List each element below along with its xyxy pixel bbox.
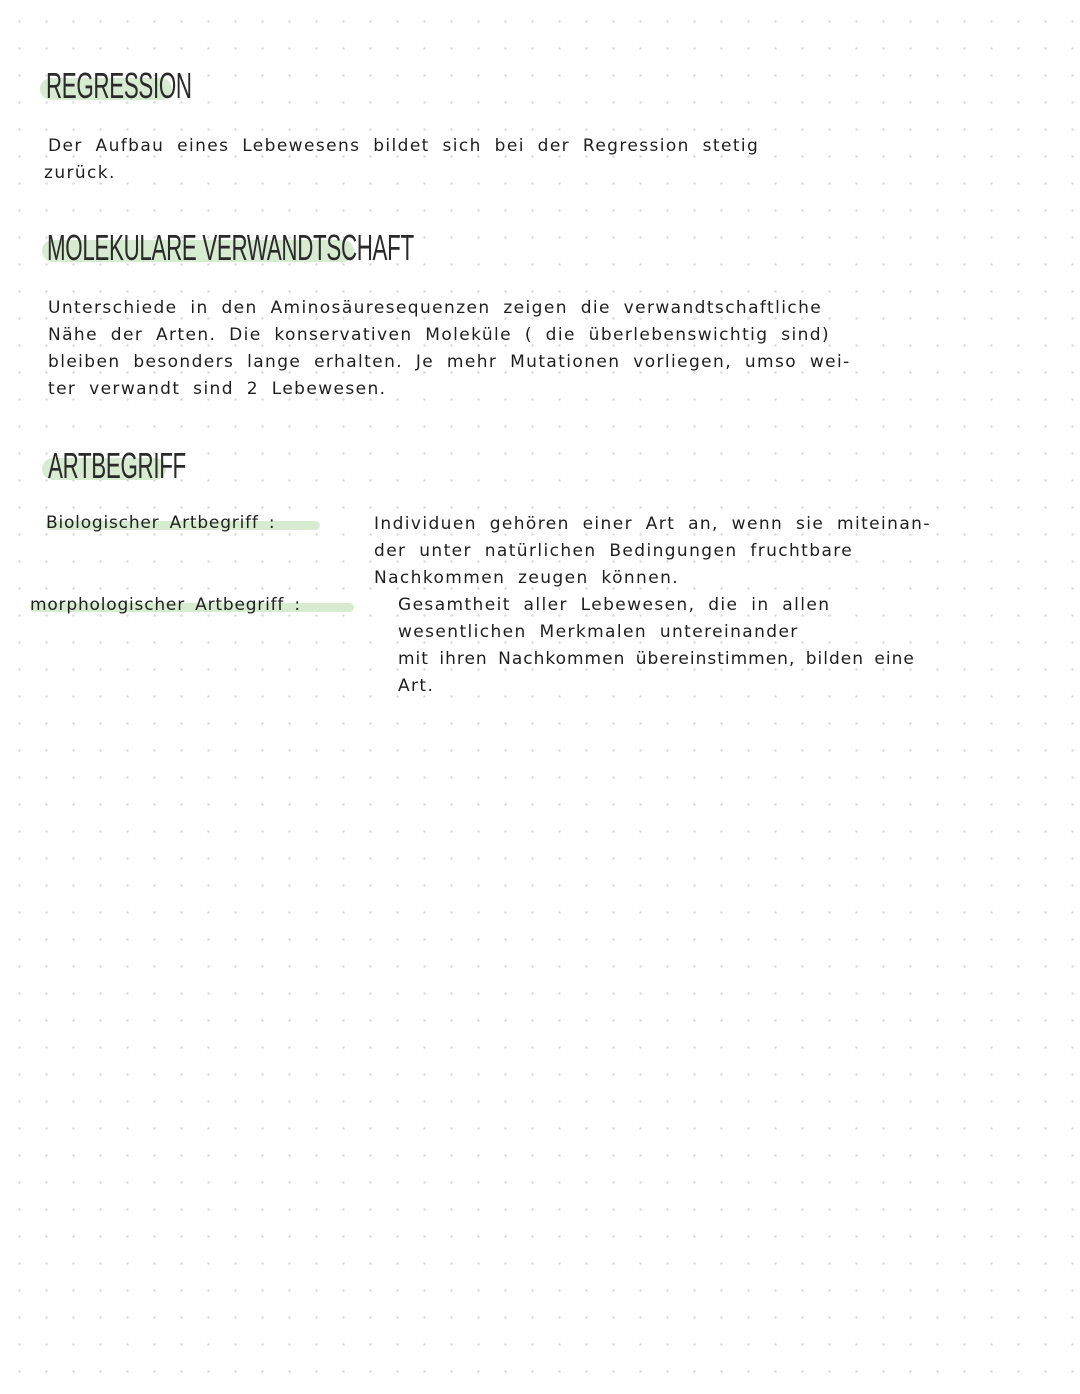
molekular-line-4: ter verwandt sind 2 Lebewesen. — [48, 379, 387, 399]
morphological-term: morphologischer Artbegriff : — [30, 595, 301, 615]
regression-line-2: zurück. — [44, 163, 116, 183]
molekular-line-3: bleiben besonders lange erhalten. Je mehr Mutationen vorliegen, umso wei- — [48, 352, 851, 372]
morphological-def-line-2: wesentlichen Merkmalen untereinander — [398, 622, 799, 642]
molekular-line-1: Unterschiede in den Aminosäuresequenzen zeigen die verwandtschaftliche — [48, 298, 823, 318]
heading-molekulare-verwandtschaft: MOLEKULARE VERWANDTSCHAFT — [47, 227, 414, 268]
morphological-def-line-1: Gesamtheit aller Lebewesen, die in allen — [398, 595, 831, 615]
heading-artbegriff: ARTBEGRIFF — [48, 445, 186, 486]
biological-def-line-1: Individuen gehören einer Art an, wenn sie miteinan- — [374, 514, 931, 534]
biological-term: Biologischer Artbegriff : — [46, 513, 276, 533]
regression-line-1: Der Aufbau eines Lebewesens bildet sich bei der Regression stetig — [48, 136, 760, 156]
biological-def-line-2: der unter natürlichen Bedingungen fruchtbare — [374, 541, 854, 561]
molekular-line-2: Nähe der Arten. Die konservativen Moleküle ( die überlebenswichtig sind) — [48, 325, 831, 345]
morphological-def-line-4: Art. — [398, 676, 435, 696]
biological-def-line-3: Nachkommen zeugen können. — [374, 568, 680, 588]
heading-regression: REGRESSION — [46, 65, 192, 106]
morphological-def-line-3: mit ihren Nachkommen übereinstimmen, bilden eine — [398, 649, 915, 669]
